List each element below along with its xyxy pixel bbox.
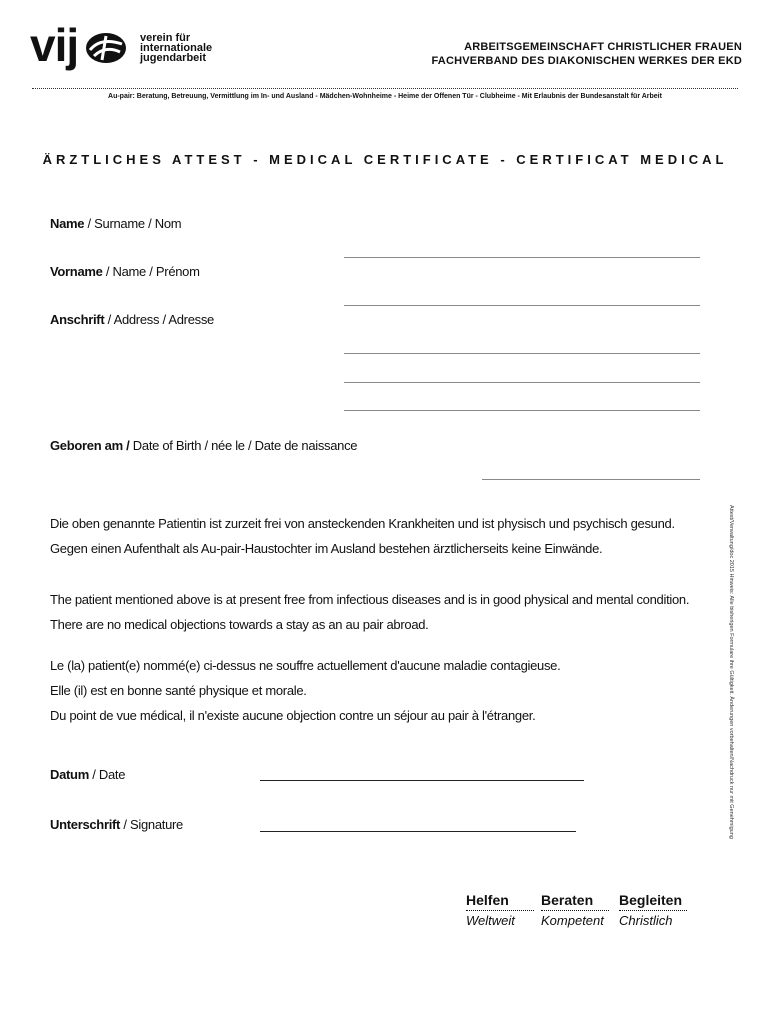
logo-line-2: internationale <box>140 42 213 54</box>
motto-bottom: Christlich <box>619 913 673 928</box>
date-field[interactable] <box>260 780 584 781</box>
motto-beraten <box>541 892 609 928</box>
french-line-1: Le (la) patient(e) nommé(e) ci-dessus ne souffre actuellement d'aucune maladie contagieuse. <box>50 658 561 673</box>
paragraph-english <box>50 587 710 637</box>
side-note-text: Attest/Verwaltung/doc 2015 Hinweis: Alle bisherigen Formulare ihre Gültigkeit. Änderungen vorbehalten/Nachdruck nur mit Genehmigung <box>728 505 734 839</box>
address-field-2[interactable] <box>344 382 700 383</box>
motto-bottom: Kompetent <box>541 913 604 928</box>
paragraph-french <box>50 653 710 728</box>
org-line-2: FACHVERBAND DES DIAKONISCHEN WERKES DER EKD <box>431 55 742 67</box>
anschrift-label: Anschrift / Address / Adresse <box>50 312 214 327</box>
address-field-3[interactable] <box>344 410 700 411</box>
datum-label: Datum / Date <box>50 767 126 782</box>
unterschrift-label: Unterschrift / Signature <box>50 817 183 832</box>
motto-begleiten <box>619 892 687 928</box>
side-note <box>722 505 736 900</box>
motto-top: Beraten <box>541 892 594 908</box>
geboren-label: Geboren am / Date of Birth / née le / Date de naissance <box>50 438 358 453</box>
english-line-1: The patient mentioned above is at present free from infectious diseases and is in good physical and mental condition. <box>50 592 690 607</box>
vorname-label: Vorname / Name / Prénom <box>50 264 200 279</box>
motto-bottom: Weltweit <box>466 913 515 928</box>
signature-field[interactable] <box>260 831 576 832</box>
german-line-2: Gegen einen Aufenthalt als Au-pair-Haustochter im Ausland bestehen ärztlicherseits keine Einwände. <box>50 541 603 556</box>
header-divider <box>32 88 738 89</box>
logo-line-3: jugendarbeit <box>140 52 207 64</box>
motto-helfen <box>466 892 534 928</box>
services-line: Au-pair: Beratung, Betreuung, Vermittlung im In- und Ausland - Mädchen-Wohnheime - Heime der Offenen Tür - Clubheime - Mit Erlaubnis der Bundesanstalt für Arbeit <box>108 93 662 100</box>
org-line-1: ARBEITSGEMEINSCHAFT CHRISTLICHER FRAUEN <box>464 41 742 53</box>
motto-top: Begleiten <box>619 892 683 908</box>
organization-name <box>431 40 742 68</box>
name-field[interactable] <box>344 257 700 258</box>
page-title: ÄRZTLICHES ATTEST - MEDICAL CERTIFICATE - CERTIFICAT MEDICAL <box>42 152 728 167</box>
paragraph-german <box>50 511 710 561</box>
name-label: Name / Surname / Nom <box>50 216 182 231</box>
english-line-2: There are no medical objections towards a stay as an au pair abroad. <box>50 617 429 632</box>
vorname-field[interactable] <box>344 305 700 306</box>
french-line-3: Du point de vue médical, il n'existe aucune objection contre un séjour au pair à l'étranger. <box>50 708 536 723</box>
german-line-1: Die oben genannte Patientin ist zurzeit frei von ansteckenden Krankheiten und ist physisch und psychisch gesund. <box>50 516 675 531</box>
birthdate-field[interactable] <box>482 479 700 480</box>
logo-line-1: verein für <box>140 32 191 44</box>
motto-top: Helfen <box>466 892 509 908</box>
french-line-2: Elle (il) est en bonne santé physique et morale. <box>50 683 307 698</box>
logo-wordmark: vij <box>30 19 79 71</box>
address-field-1[interactable] <box>344 353 700 354</box>
logo-text <box>140 33 212 63</box>
logo-emblem-icon <box>84 30 128 66</box>
